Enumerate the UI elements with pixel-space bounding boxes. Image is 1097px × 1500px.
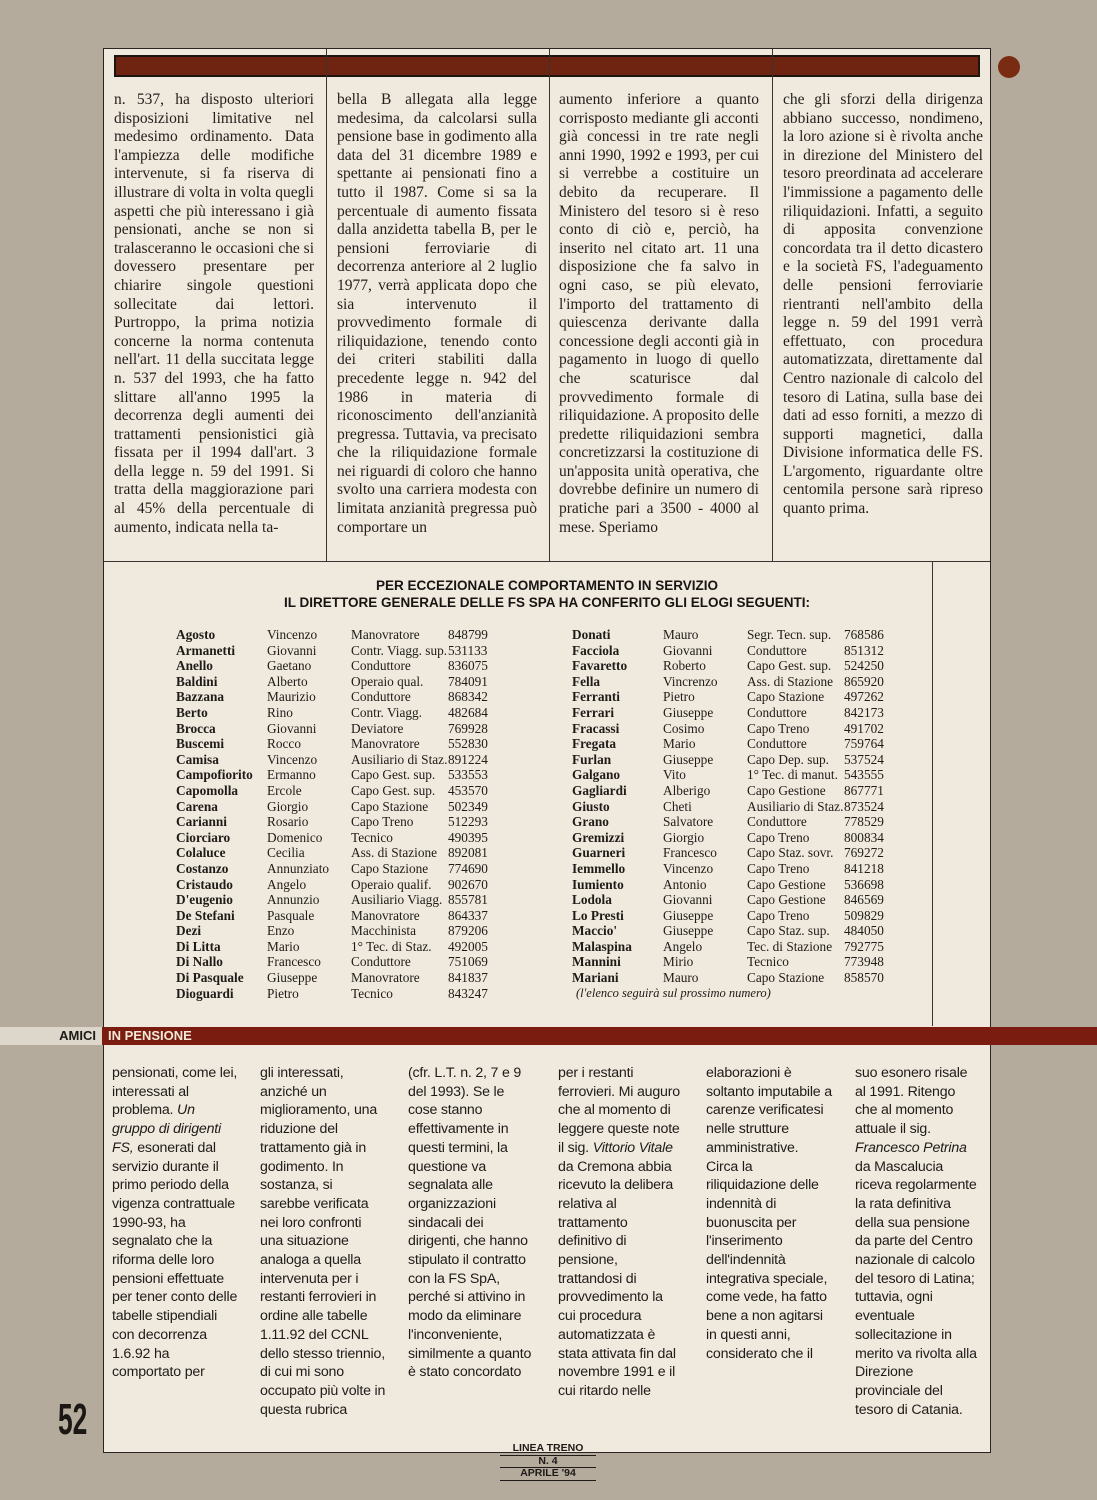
commendation-firstname: Gaetano <box>267 658 312 674</box>
commendation-row <box>572 877 904 893</box>
commendation-firstname: Francesco <box>267 954 321 970</box>
commendation-role: Ass. di Stazione <box>351 845 438 861</box>
column-divider <box>772 49 773 561</box>
text-run: pensionati, come lei, interessati al problema. <box>112 1065 238 1119</box>
commendation-firstname: Ercole <box>267 782 302 798</box>
commendation-row <box>572 689 904 705</box>
commendation-surname: De Stefani <box>176 907 235 923</box>
commendation-row <box>572 954 904 970</box>
commendation-surname: Facciola <box>572 642 620 658</box>
commendation-badge-number: 867771 <box>844 782 884 798</box>
commendation-surname: Lodola <box>572 892 612 908</box>
commendation-firstname: Domenico <box>267 829 323 845</box>
commendation-surname: Armanetti <box>176 642 236 658</box>
commendations-list-left <box>176 627 508 1001</box>
commendation-role: Capo Gestione <box>747 892 826 908</box>
commendation-firstname: Giuseppe <box>663 704 714 720</box>
commendation-role: Ass. di Stazione <box>747 673 834 689</box>
commendation-firstname: Mario <box>663 736 696 752</box>
section-bar <box>0 1027 1097 1045</box>
top-column-3: aumento inferiore a quanto corrisposto mediante gli acconti già concessi in tre rate negli anni 1990, 1992 e 1993, per cui si verrebbe a costituire un debito da recuperare. Il Ministero del tesoro si è reso conto di ciò e, perciò, ha inserito nel citato art. 11 una disposizione che fa salvo in ogni caso, se più elevato, l'importo del trattamento di quiescenza derivante dalla concessione degli acconti già in pagamento in luogo di quello che scaturisce dal provvedimento formale di riliquidazione. A proposito delle predette riliquidazioni sembra concretizzarsi la costituzione di un'apposita unità operativa, che dovrebbe definire un numero di pratiche pari a 3500 - 4000 al mese. Speriamo <box>559 91 759 536</box>
commendation-role: Capo Treno <box>747 907 810 923</box>
commendation-row <box>572 814 904 830</box>
commendation-surname: D'eugenio <box>176 892 233 908</box>
commendation-row <box>176 877 508 893</box>
commendation-role: Capo Treno <box>747 829 810 845</box>
commendation-badge-number: 768586 <box>844 627 884 642</box>
commendation-surname: Lo Presti <box>572 907 624 923</box>
commendation-badge-number: 778529 <box>844 814 884 830</box>
commendation-firstname: Vincenzo <box>267 751 318 767</box>
commendation-role: Conduttore <box>351 658 411 674</box>
commendation-role: Conduttore <box>351 689 411 705</box>
commendation-row <box>176 970 508 986</box>
commendation-row <box>176 892 508 908</box>
header-dot <box>998 56 1020 78</box>
commendation-role: Deviatore <box>351 720 404 736</box>
commendation-firstname: Giovanni <box>663 642 713 658</box>
text-run: da Cremona abbia ricevuto la delibera relativa al trattamento definitivo di pensione, trattandosi di provvedimento la cui procedura automatizzata è stata attivata fin dal novembre 1991 e il cui ritardo nelle <box>558 1158 676 1399</box>
commendation-badge-number: 841218 <box>844 860 884 876</box>
commendation-surname: Campofiorito <box>176 767 253 783</box>
commendation-firstname: Pasquale <box>267 907 315 923</box>
top-article <box>104 91 990 603</box>
commendation-row <box>176 986 508 1002</box>
commendation-row <box>572 908 904 924</box>
commendation-firstname: Ermanno <box>267 767 316 783</box>
commendation-row <box>572 752 904 768</box>
text-run: suo esonero risale al 1991. Ritengo che al momento attuale il sig. <box>855 1065 968 1138</box>
text-run: esonerati dal servizio durante il primo periodo della vigenza contrattuale 1990-93, ha segnalato che la riforma delle loro pensioni effettuate per tener conto delle tabelle stipendiali con decorrenza 1.6.92 ha comportato per <box>112 1139 238 1381</box>
commendation-firstname: Salvatore <box>663 814 714 830</box>
box-divider <box>932 561 933 1026</box>
commendation-badge-number: 512293 <box>448 814 488 830</box>
header-color-bar <box>114 55 980 77</box>
commendation-badge-number: 846569 <box>844 892 884 908</box>
commendation-role: Contr. Viagg. <box>351 704 422 720</box>
commendation-badge-number: 751069 <box>448 954 488 970</box>
commendation-role: Ausiliario di Staz. <box>351 751 448 767</box>
commendation-role: Tec. di Stazione <box>747 938 833 954</box>
commendation-surname: Dioguardi <box>176 985 234 1001</box>
commendation-row <box>176 767 508 783</box>
commendation-firstname: Mauro <box>663 970 699 986</box>
footer-issue: N. 4 <box>500 1456 596 1469</box>
commendation-role: Capo Gest. sup. <box>747 658 832 674</box>
commendation-surname: Ciorciaro <box>176 829 231 845</box>
commendation-surname: Iumiento <box>572 876 624 892</box>
commendation-row <box>572 970 904 986</box>
commendation-badge-number: 453570 <box>448 782 488 798</box>
text-run-italic: Un gruppo di dirigenti FS, <box>112 1102 221 1156</box>
commendation-role: Conduttore <box>747 642 807 658</box>
commendation-row <box>572 799 904 815</box>
commendation-surname: Galgano <box>572 767 621 783</box>
commendation-badge-number: 843247 <box>448 985 488 1001</box>
commendation-firstname: Rocco <box>267 736 301 752</box>
commendation-role: Capo Dep. sup. <box>747 751 829 767</box>
commendation-firstname: Cosimo <box>663 720 705 736</box>
commendation-row <box>572 721 904 737</box>
commendation-role: Capo Treno <box>747 720 810 736</box>
commendation-firstname: Giorgio <box>267 798 309 814</box>
bottom-column-6 <box>855 1064 981 1419</box>
commendation-badge-number: 533553 <box>448 767 488 783</box>
commendation-surname: Furlan <box>572 751 612 767</box>
commendation-role: Segr. Tecn. sup. <box>747 627 832 642</box>
commendation-badge-number: 784091 <box>448 673 488 689</box>
commendation-row <box>176 845 508 861</box>
commendation-surname: Cristaudo <box>176 876 233 892</box>
footer-date: APRILE '94 <box>500 1468 596 1481</box>
commendation-firstname: Alberto <box>267 673 308 689</box>
column-divider <box>326 49 327 561</box>
commendation-badge-number: 482684 <box>448 704 488 720</box>
commendation-badge-number: 759764 <box>844 736 884 752</box>
commendation-firstname: Giovanni <box>267 642 317 658</box>
commendation-role: Conduttore <box>351 954 411 970</box>
commendation-surname: Mariani <box>572 970 619 986</box>
commendation-firstname: Vito <box>663 767 686 783</box>
commendation-surname: Baldini <box>176 673 218 689</box>
commendation-role: Ausiliario di Staz. <box>747 798 844 814</box>
commendation-badge-number: 836075 <box>448 658 488 674</box>
commendation-row <box>176 908 508 924</box>
commendation-firstname: Francesco <box>663 845 717 861</box>
commendation-role: Capo Stazione <box>747 970 825 986</box>
footer-masthead <box>500 1443 596 1481</box>
commendation-badge-number: 537524 <box>844 751 884 767</box>
commendation-row <box>176 799 508 815</box>
commendation-firstname: Rosario <box>267 814 309 830</box>
bottom-column-2: gli interessati, anziché un miglioramento, una riduzione del trattamento già in godimento. In sostanza, si sarebbe verificata nei loro confronti una situazione analoga a quella intervenuta per i restanti ferrovieri in ordine alle tabelle 1.11.92 del CCNL dello stesso triennio, di cui mi sono occupato più volte in questa rubrica <box>260 1065 386 1418</box>
bottom-column-4 <box>558 1064 684 1401</box>
commendation-surname: Buscemi <box>176 736 225 752</box>
commendation-badge-number: 769928 <box>448 720 488 736</box>
commendation-role: Macchinista <box>351 923 416 939</box>
text-run-italic: Francesco Petrina <box>855 1139 967 1156</box>
bottom-column-1 <box>112 1064 238 1382</box>
commendation-surname: Costanzo <box>176 860 229 876</box>
commendation-surname: Di Litta <box>176 938 221 954</box>
commendation-row <box>572 674 904 690</box>
commendation-row <box>176 721 508 737</box>
commendation-firstname: Annunzio <box>267 892 320 908</box>
commendation-role: Capo Stazione <box>351 798 429 814</box>
commendation-badge-number: 902670 <box>448 876 488 892</box>
top-column-2: bella B allegata alla legge medesima, da calcolarsi sulla pensione base in godimento alla data del 31 dicembre 1989 e spettante ai pensionati fino a tutto il 1987. Come si sa la percentuale di aumento fissata dalla anzidetta tabella B, per le pensioni ferroviarie di decorrenza anteriore al 2 luglio 1977, verrà applicata dopo che sia intervenuto il provvedimento formale di riliquidazione, tenendo conto dei criteri stabiliti dalla precedente legge n. 942 del 1986 in materia di riconoscimento dell'anzianità pregressa. Tuttavia, va precisato che la riliquidazione formale nei riguardi di coloro che hanno svolto una carriera modesta con limitata anzianità pregressa può comportare un <box>337 91 537 536</box>
commendation-firstname: Antonio <box>663 876 707 892</box>
commendation-firstname: Giuseppe <box>267 970 318 986</box>
commendation-badge-number: 879206 <box>448 923 488 939</box>
commendation-row <box>176 658 508 674</box>
commendation-surname: Fregata <box>572 736 617 752</box>
commendation-surname: Grano <box>572 814 609 830</box>
commendation-role: Manovratore <box>351 736 420 752</box>
commendation-badge-number: 773948 <box>844 954 884 970</box>
commendations-title-line1: PER ECCEZIONALE COMPORTAMENTO IN SERVIZIO <box>375 578 719 593</box>
commendation-row <box>176 674 508 690</box>
commendation-row <box>572 845 904 861</box>
list-continuation-note: (l'elenco seguirà sul prossimo numero) <box>576 985 771 1000</box>
commendation-role: Capo Staz. sovr. <box>747 845 834 861</box>
commendation-firstname: Giovanni <box>267 720 317 736</box>
bottom-column-5: elaborazioni è soltanto imputabile a carenze verificatesi nelle strutture amministrative. Circa la riliquidazione delle indennità di buonuscita per l'inserimento dell'indennità integrativa speciale, come vede, ha fatto bene a non agitarsi in questi anni, considerato che il <box>706 1065 832 1362</box>
commendation-surname: Agosto <box>176 627 216 642</box>
commendation-row <box>572 705 904 721</box>
commendation-row <box>176 783 508 799</box>
commendation-row <box>176 627 508 643</box>
commendation-row <box>572 939 904 955</box>
footer-title: LINEA TRENO <box>500 1443 596 1456</box>
commendation-firstname: Enzo <box>267 923 295 939</box>
commendation-row <box>572 643 904 659</box>
commendation-badge-number: 543555 <box>844 767 884 783</box>
commendation-firstname: Giuseppe <box>663 923 714 939</box>
commendation-surname: Iemmello <box>572 860 626 876</box>
commendation-role: Operaio qual. <box>351 673 424 689</box>
commendation-badge-number: 552830 <box>448 736 488 752</box>
commendation-role: Conduttore <box>747 704 807 720</box>
commendation-surname: Guarneri <box>572 845 626 861</box>
commendation-surname: Capomolla <box>176 782 239 798</box>
commendation-role: Manovratore <box>351 907 420 923</box>
commendation-role: 1° Tec. di Staz. <box>351 938 432 954</box>
commendation-badge-number: 892081 <box>448 845 488 861</box>
commendation-row <box>176 736 508 752</box>
commendation-surname: Dezi <box>176 923 202 939</box>
commendation-surname: Fracassi <box>572 720 620 736</box>
commendation-row <box>572 861 904 877</box>
commendation-surname: Carena <box>176 798 218 814</box>
commendation-surname: Fella <box>572 673 601 689</box>
commendation-firstname: Giorgio <box>663 829 705 845</box>
commendation-badge-number: 769272 <box>844 845 884 861</box>
commendation-surname: Gagliardi <box>572 782 627 798</box>
commendation-badge-number: 848799 <box>448 627 488 642</box>
column-divider <box>549 49 550 561</box>
commendation-row <box>176 814 508 830</box>
commendation-badge-number: 491702 <box>844 720 884 736</box>
commendation-badge-number: 858570 <box>844 970 884 986</box>
commendation-firstname: Vincrenzo <box>663 673 718 689</box>
commendation-firstname: Giuseppe <box>663 907 714 923</box>
commendation-badge-number: 536698 <box>844 876 884 892</box>
commendation-badge-number: 502349 <box>448 798 488 814</box>
commendation-surname: Bazzana <box>176 689 225 705</box>
commendation-row <box>176 923 508 939</box>
commendation-badge-number: 531133 <box>448 642 488 658</box>
commendation-row <box>572 658 904 674</box>
commendations-title-line2: IL DIRETTORE GENERALE DELLE FS SPA HA CONFERITO GLI ELOGI SEGUENTI: <box>283 595 811 610</box>
commendation-firstname: Annunziato <box>267 860 330 876</box>
section-label-amici: AMICI <box>0 1027 102 1045</box>
commendation-badge-number: 774690 <box>448 860 488 876</box>
commendation-badge-number: 842173 <box>844 704 884 720</box>
commendation-firstname: Vincenzo <box>663 860 714 876</box>
commendation-role: 1° Tec. di manut. <box>747 767 838 783</box>
commendation-role: Capo Treno <box>747 860 810 876</box>
commendation-role: Tecnico <box>351 829 393 845</box>
commendation-row <box>572 892 904 908</box>
commendation-badge-number: 868342 <box>448 689 488 705</box>
commendation-firstname: Mirio <box>663 954 694 970</box>
commendation-role: Capo Gest. sup. <box>351 767 436 783</box>
commendation-firstname: Cheti <box>663 798 692 814</box>
commendation-row <box>176 752 508 768</box>
commendation-row <box>176 689 508 705</box>
commendation-badge-number: 800834 <box>844 829 884 845</box>
commendation-row <box>176 954 508 970</box>
commendation-row <box>572 736 904 752</box>
commendation-firstname: Rino <box>267 704 293 720</box>
commendation-role: Capo Treno <box>351 814 414 830</box>
commendation-firstname: Maurizio <box>267 689 316 705</box>
commendation-badge-number: 873524 <box>844 798 884 814</box>
commendation-role: Ausiliario Viagg. <box>351 892 443 908</box>
commendation-role: Conduttore <box>747 814 807 830</box>
top-column-1: n. 537, ha disposto ulteriori disposizioni limitative nel medesimo ordinamento. Data l'ampiezza delle modifiche intervenute, si fa riserva di illustrare di volta in volta quegli aspetti che più interessano i già pensionati, anche se non si tralasceranno le occasioni che si dovessero presentare per chiarire singole questioni sollecitate dai lettori. Purtroppo, la prima notizia concerne la norma contenuta nell'art. 11 della succitata legge n. 537 del 1993, che ha fatto slittare all'anno 1995 la decorrenza degli aumenti dei trattamenti pensionistici già fissata per il 1994 dall'art. 3 della legge n. 59 del 1991. Si tratta della maggiorazione pari al 45% della percentuale di aumento, indicata nella ta- <box>114 91 314 536</box>
commendation-surname: Donati <box>572 627 611 642</box>
commendation-row <box>572 830 904 846</box>
commendation-surname: Ferranti <box>572 689 620 705</box>
commendation-surname: Gremizzi <box>572 829 625 845</box>
commendation-badge-number: 865920 <box>844 673 884 689</box>
commendation-badge-number: 492005 <box>448 938 488 954</box>
commendation-firstname: Cecilia <box>267 845 305 861</box>
commendation-surname: Maccio' <box>572 923 618 939</box>
section-label-in-pensione: IN PENSIONE <box>102 1027 1097 1045</box>
commendations-list-right <box>572 627 904 1001</box>
commendation-row <box>176 705 508 721</box>
commendation-surname: Carianni <box>176 814 227 830</box>
text-run-italic: Vittorio Vitale <box>592 1139 673 1156</box>
commendation-role: Capo Stazione <box>351 860 429 876</box>
text-run: per i restanti ferrovieri. Mi auguro che al momento di leggere queste note il sig. <box>558 1065 680 1156</box>
commendation-role: Capo Gest. sup. <box>351 782 436 798</box>
commendation-role: Manovratore <box>351 627 420 642</box>
commendation-row <box>176 830 508 846</box>
commendation-firstname: Roberto <box>663 658 706 674</box>
top-column-4: che gli sforzi della dirigenza abbiano successo, nondimeno, la loro azione si è rivolta anche in direzione del Ministero del tesoro preordinata ad accelerare l'immissione a pagamento delle riliquidazioni. Infatti, a seguito di apposita convenzione concordata tra il detto dicastero e la società FS, l'adeguamento delle pensioni ferroviarie rientranti nell'ambito della legge n. 59 del 1991 verrà effettuato, con procedura automatizzata, direttamente dal Centro nazionale di calcolo del tesoro di Latina, sulla base dei dati ad esso forniti, a mezzo di supporti magnetici, dalla Divisione informatica delle FS. L'argomento, riguardante oltre centomila persone sarà ripreso quanto prima. <box>783 91 983 518</box>
commendation-firstname: Mauro <box>663 627 699 642</box>
commendation-badge-number: 855781 <box>448 892 488 908</box>
commendation-surname: Malaspina <box>572 938 632 954</box>
commendation-role: Capo Stazione <box>747 689 825 705</box>
commendation-role: Contr. Viagg. sup. <box>351 642 448 658</box>
commendation-badge-number: 490395 <box>448 829 488 845</box>
commendation-surname: Anello <box>176 658 213 674</box>
commendation-surname: Favaretto <box>572 658 628 674</box>
commendation-badge-number: 841837 <box>448 970 488 986</box>
commendation-badge-number: 851312 <box>844 642 884 658</box>
page-number: 52 <box>58 1395 88 1444</box>
commendation-role: Capo Staz. sup. <box>747 923 830 939</box>
commendation-row <box>572 923 904 939</box>
commendation-surname: Berto <box>176 704 208 720</box>
commendation-row <box>176 861 508 877</box>
commendation-badge-number: 524250 <box>844 658 884 674</box>
commendation-firstname: Mario <box>267 938 300 954</box>
commendation-surname: Di Pasquale <box>176 970 244 986</box>
commendation-badge-number: 484050 <box>844 923 884 939</box>
commendation-firstname: Angelo <box>267 876 307 892</box>
commendation-firstname: Vincenzo <box>267 627 318 642</box>
commendation-role: Capo Gestione <box>747 782 826 798</box>
commendation-row <box>572 767 904 783</box>
commendation-row <box>572 783 904 799</box>
commendation-row <box>176 643 508 659</box>
commendation-role: Tecnico <box>747 954 789 970</box>
commendation-firstname: Alberigo <box>663 782 711 798</box>
bottom-article <box>103 1064 991 1434</box>
bottom-column-3: (cfr. L.T. n. 2, 7 e 9 del 1993). Se le cose stanno effettivamente in questi termini, la questione va segnalata alle organizzazioni sindacali dei dirigenti, che hanno stipulato il contratto con la FS SpA, perché si attivino in modo da eliminare l'inconveniente, similmente a quanto è stato concordato <box>408 1065 532 1381</box>
commendation-badge-number: 864337 <box>448 907 488 923</box>
commendation-surname: Ferrari <box>572 704 615 720</box>
commendation-role: Conduttore <box>747 736 807 752</box>
commendation-surname: Di Nallo <box>176 954 223 970</box>
commendation-surname: Colaluce <box>176 845 226 861</box>
commendation-row <box>572 627 904 643</box>
section-divider <box>104 561 990 562</box>
commendation-role: Operaio qualif. <box>351 876 432 892</box>
commendation-firstname: Angelo <box>663 938 703 954</box>
commendation-role: Capo Gestione <box>747 876 826 892</box>
commendation-role: Manovratore <box>351 970 420 986</box>
commendation-firstname: Giovanni <box>663 892 713 908</box>
commendation-badge-number: 792775 <box>844 938 884 954</box>
commendation-badge-number: 509829 <box>844 907 884 923</box>
commendation-firstname: Pietro <box>267 985 299 1001</box>
commendation-firstname: Pietro <box>663 689 695 705</box>
commendations-title <box>104 577 990 611</box>
commendation-row <box>176 939 508 955</box>
commendation-surname: Brocca <box>176 720 216 736</box>
commendation-badge-number: 891224 <box>448 751 488 767</box>
commendation-badge-number: 497262 <box>844 689 884 705</box>
commendation-firstname: Giuseppe <box>663 751 714 767</box>
commendation-surname: Giusto <box>572 798 610 814</box>
commendation-surname: Mannini <box>572 954 621 970</box>
commendation-surname: Camisa <box>176 751 219 767</box>
text-run: da Mascalucia riceva regolarmente la rata definitiva della sua pensione da parte del Centro nazionale di calcolo del tesoro di Latina; tuttavia, ogni eventuale sollecitazione in merito va rivolta alla Direzione provinciale del tesoro di Catania. <box>855 1158 977 1418</box>
commendation-role: Tecnico <box>351 985 393 1001</box>
